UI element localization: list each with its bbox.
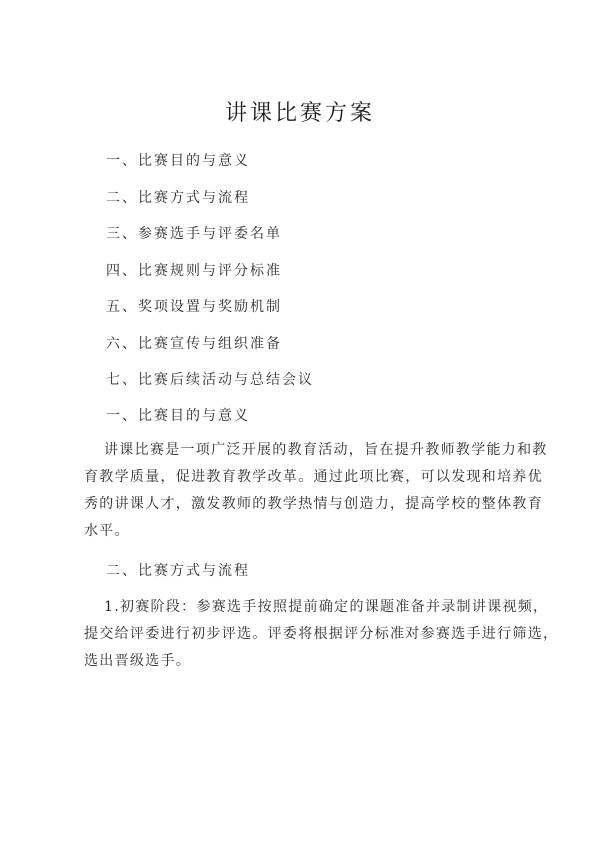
section-heading: 二、比赛方式与流程 xyxy=(106,563,250,579)
paragraph-process xyxy=(104,594,549,621)
paragraph-line: 选出晋级选手。 xyxy=(84,653,192,669)
toc-item: 七、比赛后续活动与总结会议 xyxy=(106,372,314,388)
paragraph-line: 育教学质量，促进教育教学改革。通过此项比赛，可以发现和培养优 xyxy=(84,469,543,485)
toc-item: 二、比赛方式与流程 xyxy=(106,190,250,206)
toc-item: 五、奖项设置与奖励机制 xyxy=(106,299,282,315)
toc-item: 六、比赛宣传与组织准备 xyxy=(106,336,282,352)
paragraph-purpose-cont xyxy=(84,464,543,545)
document-title: 讲课比赛方案 xyxy=(224,101,375,126)
toc-item: 三、参赛选手与评委名单 xyxy=(106,226,282,242)
toc-item: 四、比赛规则与评分标准 xyxy=(106,263,282,279)
section-heading: 一、比赛目的与意义 xyxy=(106,408,250,424)
paragraph-process-cont xyxy=(84,621,559,675)
paragraph-line: 提交给评委进行初步评选。评委将根据评分标准对参赛选手进行筛选， xyxy=(84,626,559,642)
paragraph-line: 秀的讲课人才，激发教师的教学热情与创造力，提高学校的整体教育 xyxy=(84,496,543,512)
toc-item: 一、比赛目的与意义 xyxy=(106,153,250,169)
paragraph-purpose xyxy=(104,437,548,464)
paragraph-line: 1.初赛阶段：参赛选手按照提前确定的课题准备并录制讲课视频， xyxy=(104,599,549,615)
paragraph-line: 讲课比赛是一项广泛开展的教育活动，旨在提升教师教学能力和教 xyxy=(104,442,548,458)
paragraph-line: 水平。 xyxy=(84,523,130,539)
